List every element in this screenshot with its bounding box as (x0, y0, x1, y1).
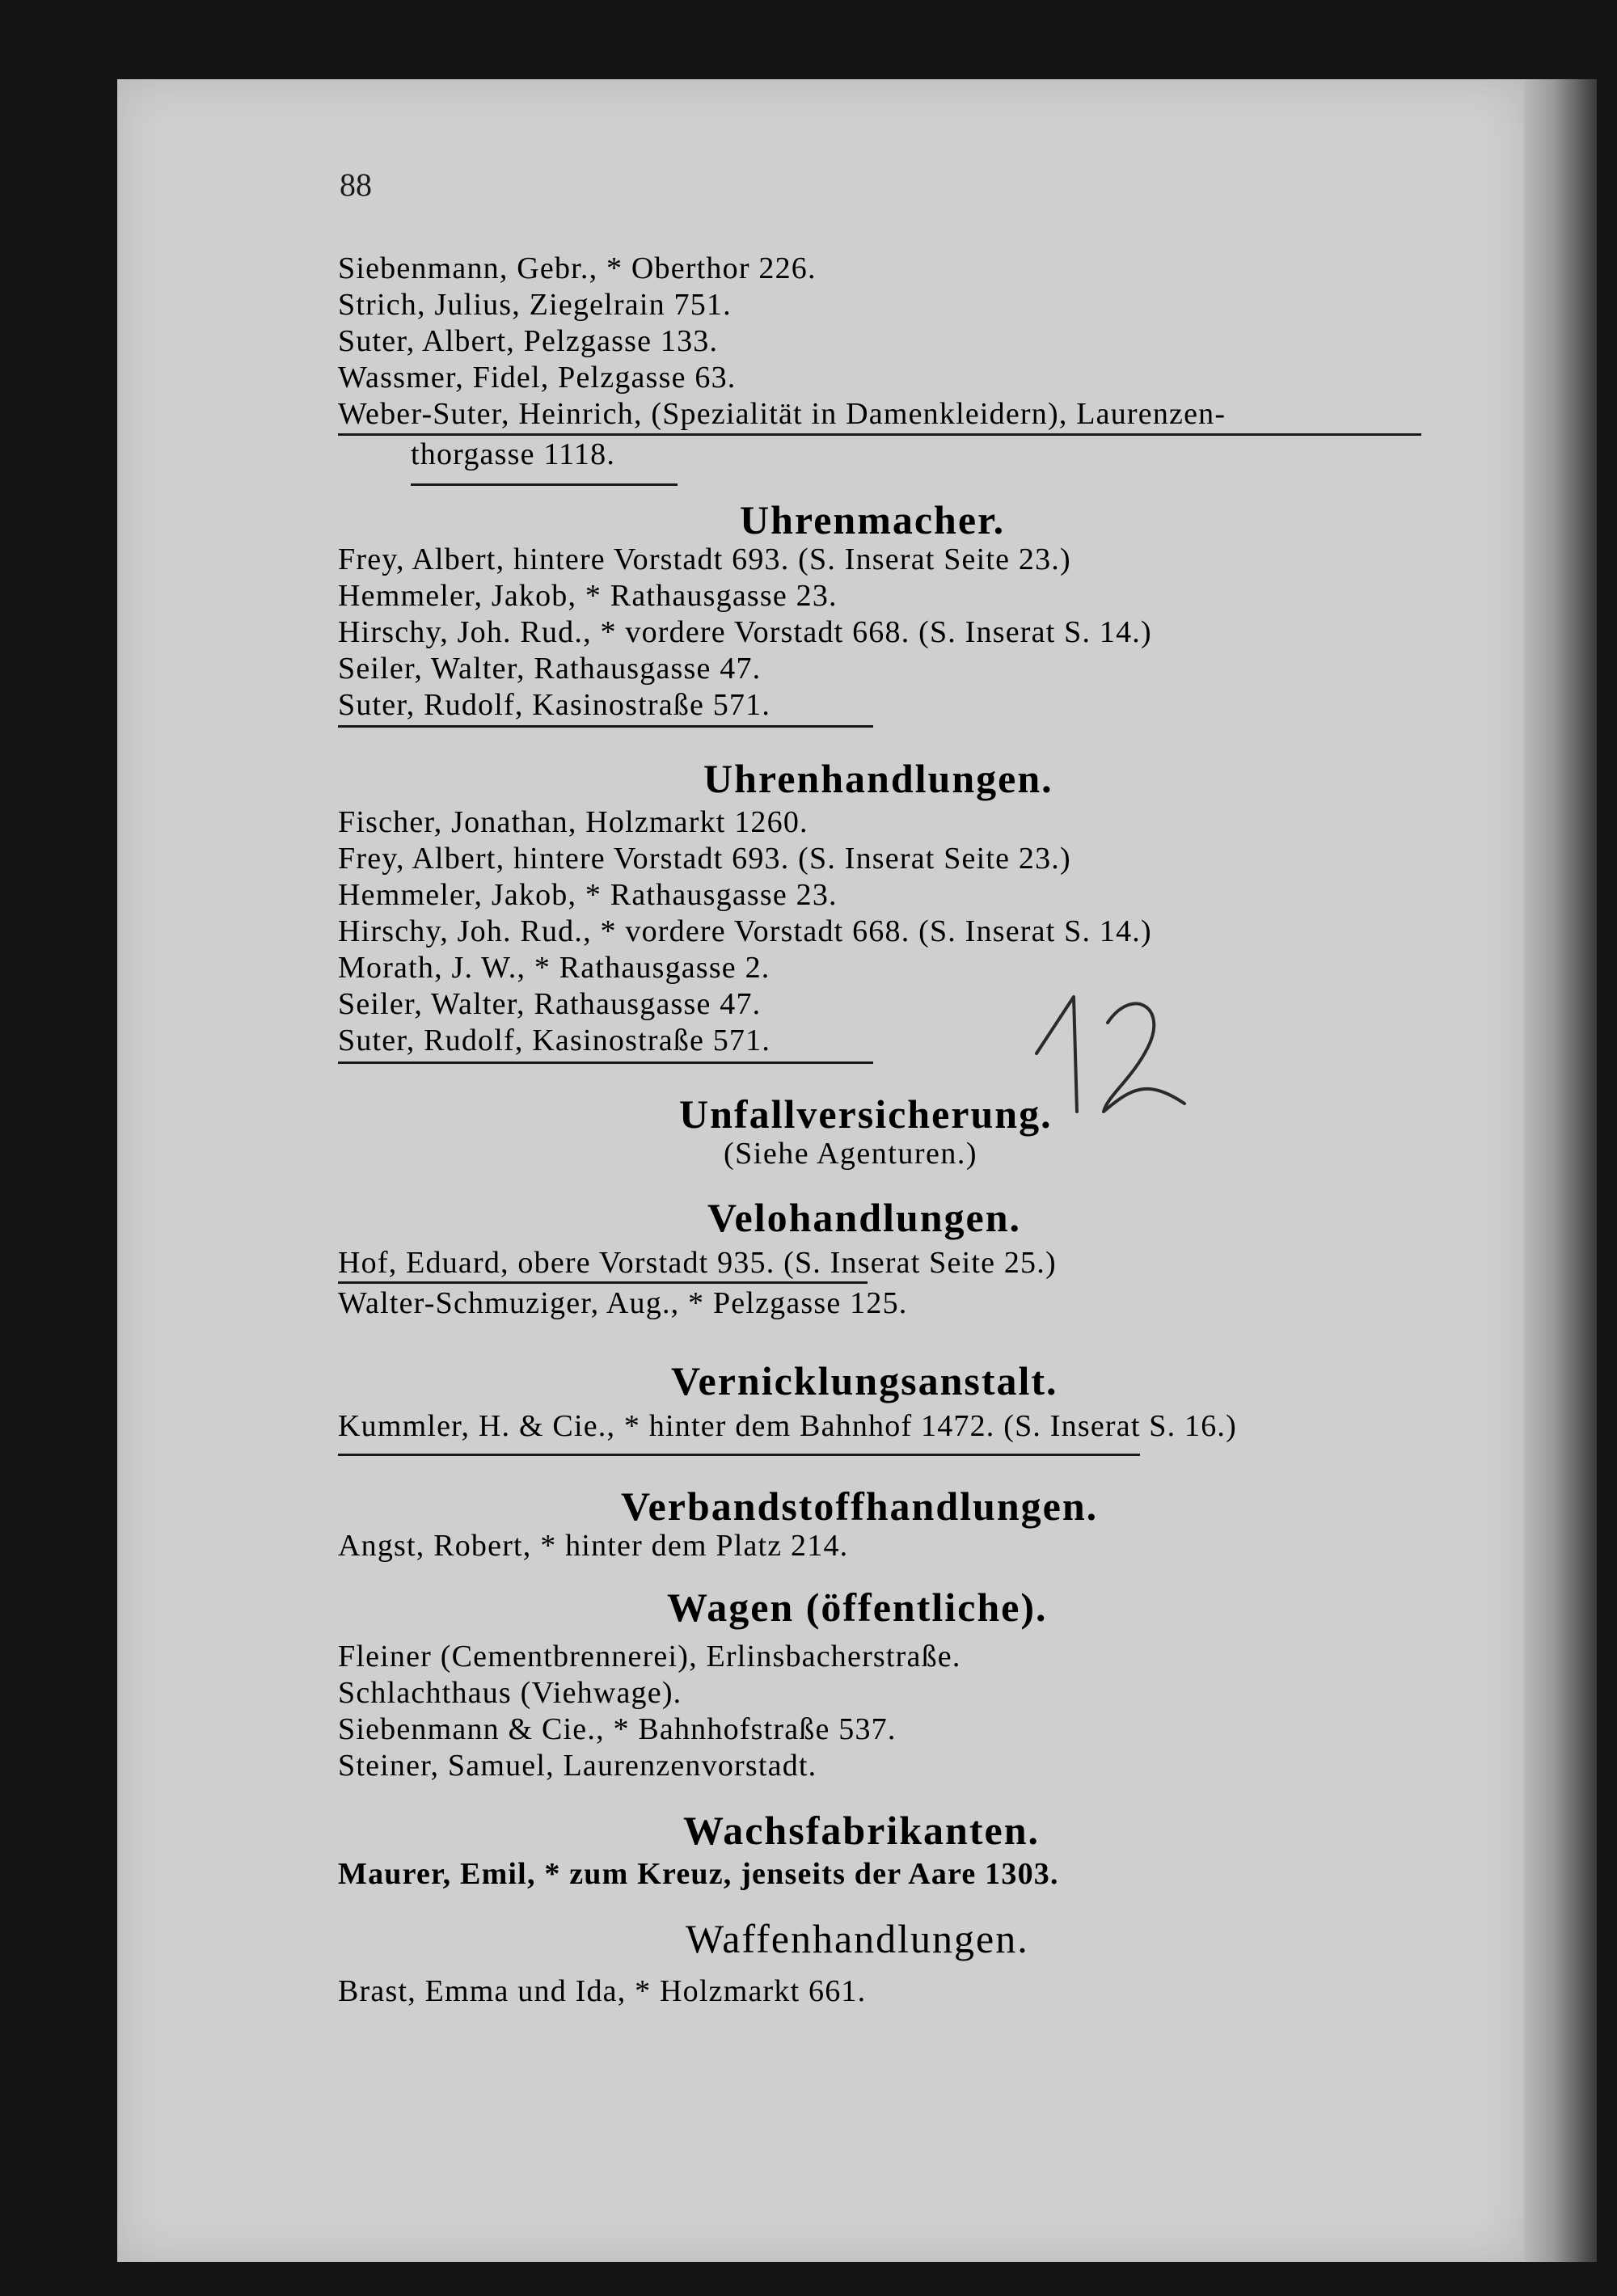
section-heading: Vernicklungsanstalt. (671, 1358, 1058, 1403)
list-item: Kummler, H. & Cie., * hinter dem Bahnhof 1472. (S. Inserat S. 16.) (338, 1409, 1237, 1443)
section-heading: Uhrenmacher. (740, 497, 1006, 542)
list-item: Siebenmann & Cie., * Bahnhofstraße 537. (338, 1712, 897, 1746)
list-item: thorgasse 1118. (411, 437, 616, 471)
list-item: Fleiner (Cementbrennerei), Erlinsbacherstraße. (338, 1640, 961, 1673)
list-item: Suter, Rudolf, Kasinostraße 571. (338, 688, 771, 722)
underline-rule (338, 433, 1421, 436)
section-heading: Uhrenhandlungen. (703, 756, 1053, 801)
list-item: Hof, Eduard, obere Vorstadt 935. (S. Inserat Seite 25.) (338, 1246, 1057, 1280)
list-item: Walter-Schmuziger, Aug., * Pelzgasse 125. (338, 1286, 908, 1320)
list-item: Hirschy, Joh. Rud., * vordere Vorstadt 668. (S. Inserat S. 14.) (338, 914, 1152, 948)
list-item: Frey, Albert, hintere Vorstadt 693. (S. Inserat Seite 23.) (338, 542, 1071, 576)
list-item: Seiler, Walter, Rathausgasse 47. (338, 652, 762, 686)
list-item: Siebenmann, Gebr., * Oberthor 226. (338, 251, 817, 285)
section-heading: Velohandlungen. (707, 1195, 1022, 1240)
list-item: Suter, Albert, Pelzgasse 133. (338, 324, 719, 358)
section-heading: Wagen (öffentliche). (667, 1585, 1048, 1630)
list-item: Wassmer, Fidel, Pelzgasse 63. (338, 361, 737, 395)
list-item: Hemmeler, Jakob, * Rathausgasse 23. (338, 878, 838, 912)
list-item: Hemmeler, Jakob, * Rathausgasse 23. (338, 579, 838, 613)
list-item: Hirschy, Joh. Rud., * vordere Vorstadt 668. (S. Inserat S. 14.) (338, 615, 1152, 649)
underline-rule (338, 1061, 873, 1064)
list-item: Weber-Suter, Heinrich, (Spezialität in Damenkleidern), Laurenzen- (338, 397, 1226, 431)
page-edge (1524, 79, 1597, 2262)
list-item: Brast, Emma und Ida, * Holzmarkt 661. (338, 1974, 867, 2008)
section-heading: Unfallversicherung. (679, 1091, 1053, 1137)
list-item: Frey, Albert, hintere Vorstadt 693. (S. Inserat Seite 23.) (338, 842, 1071, 876)
list-item: Steiner, Samuel, Laurenzenvorstadt. (338, 1749, 817, 1783)
underline-rule (411, 483, 678, 486)
section-heading: Verbandstoffhandlungen. (621, 1484, 1099, 1529)
section-heading: Waffenhandlungen. (686, 1916, 1029, 1961)
section-heading: Wachsfabrikanten. (683, 1808, 1041, 1853)
list-item: Fischer, Jonathan, Holzmarkt 1260. (338, 805, 808, 839)
section-note: (Siehe Agenturen.) (724, 1137, 978, 1171)
list-item: Strich, Julius, Ziegelrain 751. (338, 288, 732, 322)
list-item: Schlachthaus (Viehwage). (338, 1676, 682, 1710)
underline-rule (338, 725, 873, 728)
page-number: 88 (340, 167, 372, 203)
list-item: Seiler, Walter, Rathausgasse 47. (338, 987, 762, 1021)
underline-rule (338, 1281, 868, 1284)
list-item: Morath, J. W., * Rathausgasse 2. (338, 951, 771, 985)
list-item: Maurer, Emil, * zum Kreuz, jenseits der Aare 1303. (338, 1857, 1059, 1891)
list-item: Angst, Robert, * hinter dem Platz 214. (338, 1529, 849, 1563)
list-item: Suter, Rudolf, Kasinostraße 571. (338, 1023, 771, 1057)
underline-rule (338, 1454, 1140, 1456)
